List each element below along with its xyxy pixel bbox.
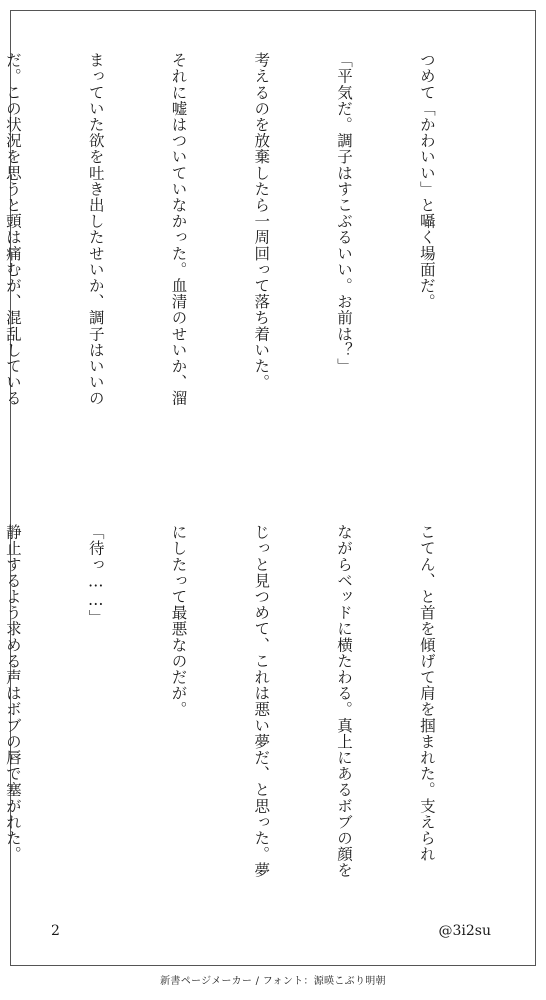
text-line: 静止するよう求める声はボブの唇で塞がれた。 [3,524,22,863]
book-page [3,10,536,966]
text-line: こてん、と首を傾げて肩を掴まれた。支えられ [417,524,436,863]
text-line: ながらベッドに横たわる。真上にあるボブの顔を [335,524,354,879]
text-line: だ。この状況を思うと頭は痛むが、混乱している [3,52,22,407]
lower-text-column [0,524,495,924]
text-line: つめて「かわいい」と囁く場面だ。 [417,52,436,310]
text-line: 「待っ……」 [86,524,105,626]
author-handle: @3i2su [438,923,491,939]
page-number: 2 [51,923,60,939]
text-line: まっていた欲を吐き出したせいか、調子はいいの [86,52,105,407]
text-line: 「平気だ。調子はすこぶるいい。お前は？」 [335,52,354,374]
text-line: じっと見つめて、これは悪い夢だ、と思った。夢 [252,524,271,879]
text-line: 考えるのを放棄したら一周回って落ち着いた。 [252,52,271,391]
text-line: それに嘘はついていなかった。血清のせいか、溜 [169,52,188,407]
text-line: にしたって最悪なのだが。 [169,524,188,718]
upper-text-column [0,52,495,472]
footer-caption: 新書ページメーカー / フォント：源暎こぶり明朝 [160,976,386,987]
